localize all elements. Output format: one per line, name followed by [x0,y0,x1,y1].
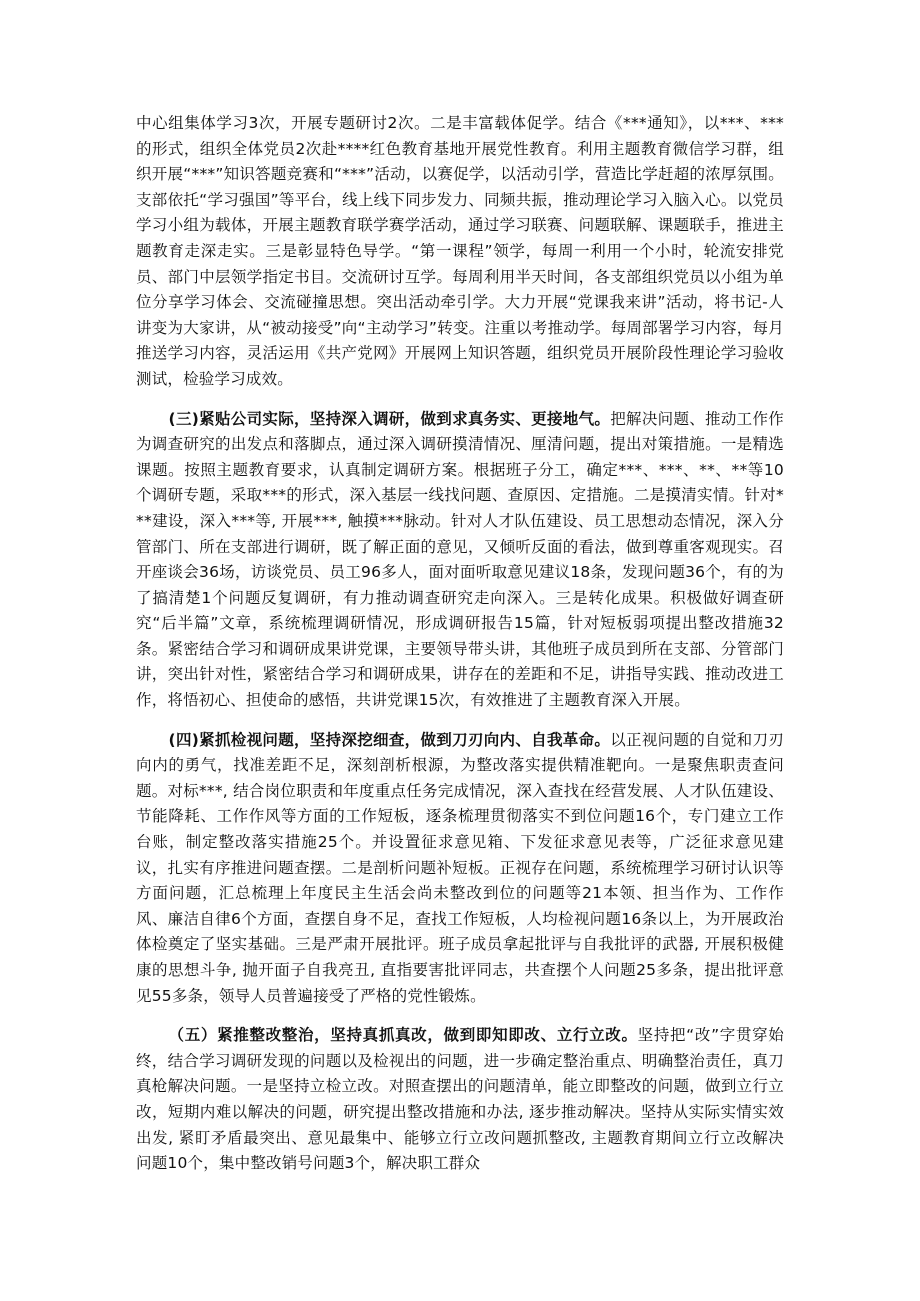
paragraph-section-3 [136,407,784,714]
section-3-heading: (三)紧贴公司实际，坚持深入调研，做到求真务实、更接地气。 [168,409,611,428]
section-4-heading: (四)紧抓检视问题，坚持深挖细查，做到刀刃向内、自我革命。 [168,730,611,749]
paragraph-section-5 [136,1023,784,1177]
section-5-text: 坚持把“改”字贯穿始终，结合学习调研发现的问题以及检视出的问题，进一步确定整治重点、明确整治责任，真刀真枪解决问题。一是坚持立检立改。对照查摆出的问题清单，能立即整改的问题，做到立行立改，短期内难以解决的问题，研究提出整改措施和办法, 逐步推动解决。坚持从实际实情实效出发, 紧盯矛盾最突出、意见最集中、能够立行立改问题抓整改, 主题教育期间立行立改解决问题10个，集中整改销号问题3个，解决职工群众 [136,1026,784,1173]
section-4-text: 以正视问题的自觉和刀刃向内的勇气，找准差距不足，深刻剖析根源，为整改落实提供精准靶向。一是聚焦职责查问题。对标***, 结合岗位职责和年度重点任务完成情况，深入查找在经营发展、人才队伍建设、节能降耗、工作作风等方面的工作短板，逐条梳理贯彻落实不到位问题16个，专门建立工作台账，制定整改落实措施25个。并设置征求意见箱、下发征求意见表等，广泛征求意见建议，扎实有序推进问题查摆。二是剖析问题补短板。正视存在问题，系统梳理学习研讨认识等方面问题，汇总梳理上年度民主生活会尚未整改到位的问题等21本领、担当作为、工作作风、廉洁自律6个方面，查摆自身不足，查找工作短板，人均检视问题16条以上，为开展政治体检奠定了坚实基础。三是严肃开展批评。班子成员拿起批评与自我批评的武器, 开展积极健康的思想斗争, 抛开面子自我亮丑, 直指要害批评同志，共查摆个人问题25多条，提出批评意见55多条，领导人员普遍接受了严格的党性锻炼。 [136,730,784,1005]
paragraph-section-4 [136,728,784,1010]
document-body [136,111,784,1177]
paragraph-1-text: 中心组集体学习3次，开展专题研讨2次。二是丰富载体促学。结合《***通知》，以***、***的形式，组织全体党员2次赴****红色教育基地开展党性教育。利用主题教育微信学习群，组织开展“***”知识答题竞赛和“***”活动，以赛促学，以活动引学，营造比学赶超的浓厚氛围。支部依托“学习强国”等平台，线上线下同步发力、同频共振，推动理论学习入脑入心。以党员学习小组为载体，开展主题教育联学赛学活动，通过学习联赛、问题联解、课题联手，推进主题教育走深走实。三是彰显特色导学。“第一课程”领学，每周一利用一个小时，轮流安排党员、部门中层领学指定书目。交流研讨互学。每周利用半天时间，各支部组织党员以小组为单位分享学习体会、交流碰撞思想。突出活动牵引学。大力开展“党课我来讲”活动，将书记-人讲变为大家讲，从“被动接受”向“主动学习”转变。注重以考推动学。每周部署学习内容，每月推送学习内容，灵活运用《共产党网》开展网上知识答题，组织党员开展阶段性理论学习验收测试，检验学习成效。 [136,114,784,388]
section-5-heading: （五）紧推整改整治，坚持真抓真改，做到即知即改、立行立改。 [168,1026,638,1045]
section-3-text: 把解决问题、推动工作作为调查研究的出发点和落脚点，通过深入调研摸清情况、厘清问题，提出对策措施。一是精选课题。按照主题教育要求，认真制定调研方案。根据班子分工，确定***、***、**、**等10个调研专题，采取***的形式，深入基层一线找问题、查原因、定措施。二是摸清实情。针对***建设，深入***等, 开展***, 触摸***脉动。针对人才队伍建设、员工思想动态情况，深入分管部门、所在支部进行调研，既了解正面的意见，又倾听反面的看法，做到尊重客观现实。召开座谈会36场，访谈党员、员工96多人，面对面听取意见建议18条，发现问题36个，有的为了搞清楚1个问题反复调研，有力推动调查研究走向深入。三是转化成果。积极做好调查研究“后半篇”文章，系统梳理调研情况，形成调研报告15篇，针对短板弱项提出整改措施32条。紧密结合学习和调研成果讲党课，主要领导带头讲，其他班子成员到所在支部、分管部门讲，突出针对性，紧密结合学习和调研成果，讲存在的差距和不足，讲指导实践、推动改进工作，将悟初心、担使命的感悟，共讲党课15次，有效推进了主题教育深入开展。 [136,409,784,710]
paragraph-continued [136,111,784,393]
